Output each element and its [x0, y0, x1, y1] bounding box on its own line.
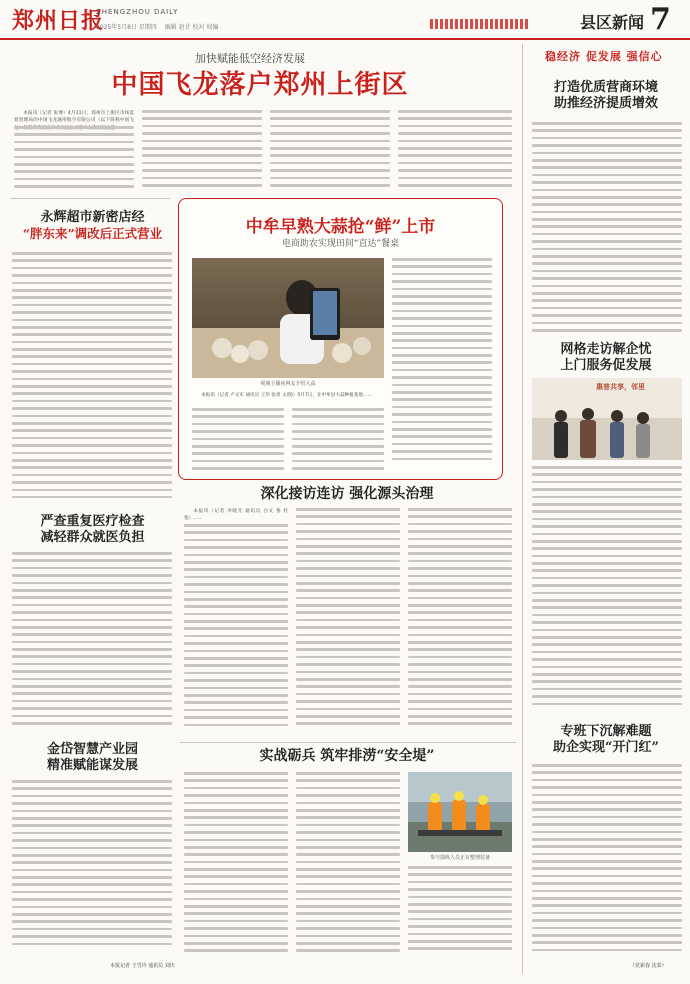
- safety-col1-text: [184, 772, 288, 960]
- issue-date: 2025年5月8日 星期四: [96, 24, 157, 31]
- newspaper-logo-en: ZHENGZHOU DAILY: [96, 8, 179, 16]
- interview-byline-text: 本报讯（记者 李晓光 通讯员 白文 鲁 杜 张）……: [184, 509, 288, 522]
- masthead: [0, 0, 690, 40]
- page-number: 7: [650, 2, 671, 37]
- main-col3-text: [270, 110, 390, 194]
- section-name: 县区新闻: [580, 13, 645, 32]
- safety-col2-text: [296, 772, 400, 960]
- feature-photo: [192, 258, 384, 378]
- medical-text: [12, 552, 172, 730]
- supermarket-title-line1: 永辉超市新密店经: [40, 210, 145, 225]
- feature-col3-text: [392, 258, 492, 472]
- env-title-line2: 助推经济提质增效: [553, 95, 658, 111]
- issue-info: [96, 22, 224, 31]
- supermarket-text: [12, 252, 172, 504]
- main-col1-text: [14, 126, 134, 194]
- special-title-line2: 助企实现“开门红”: [553, 739, 659, 755]
- grid-photo-text: 惠普共享，邻里: [596, 383, 645, 391]
- grid-title-line2: 上门服务促发展: [560, 357, 652, 373]
- gold-text: [12, 780, 172, 956]
- feature-byline-text: 本报讯（记者 卢文军 通讯员 王华 张勇 文/图）5月7日，在中牟县大蒜种植基地……: [201, 393, 373, 398]
- footer-author: （党新春 沈泰）: [630, 963, 667, 969]
- medical-title-line2: 减轻群众就医负担: [40, 529, 145, 545]
- main-col2-text: [142, 110, 262, 194]
- interview-col2-text: [296, 508, 400, 736]
- safety-caption: 参与演练人员正在整理装备: [429, 855, 490, 861]
- newspaper-logo: 郑州日报: [12, 8, 105, 34]
- gold-title-line2: 精准赋能谋发展: [46, 757, 138, 773]
- feature-col2-text: [292, 408, 384, 472]
- special-title-line1: 专班下沉解难题: [560, 724, 652, 739]
- grid-title-line1: 网格走访解企忧: [560, 342, 652, 357]
- gold-title-line1: 金岱智慧产业园: [46, 742, 138, 757]
- column-divider: [522, 44, 523, 974]
- special-text: [532, 764, 682, 958]
- feature-title: 中牟早熟大蒜抢“鲜”上市: [245, 217, 436, 237]
- main-lead-text: 本报讯（记者 张博）4月11日，郑州市上街区市场监督管理局的中国飞龙通用航空有限公司（以下简称中国飞: [14, 111, 134, 124]
- grid-text: [532, 466, 682, 716]
- medical-title: [10, 514, 175, 545]
- grid-title: [530, 342, 682, 373]
- gold-credit: 本报记者 王雪玲 通讯员 刘庆: [110, 963, 175, 969]
- grid-photo: [532, 378, 682, 460]
- interview-col3-text: [408, 508, 512, 736]
- issue-editor: 编辑 赵甘 校对 权编: [164, 24, 219, 31]
- safety-title: 实战砺兵 筑牢排涝“安全堤”: [259, 748, 435, 764]
- divider: [180, 742, 516, 743]
- medical-title-line1: 严查重复医疗检查: [40, 514, 145, 529]
- main-headline: 中国飞龙落户郑州上街区: [111, 70, 409, 100]
- main-kicker: 加快赋能低空经济发展: [195, 52, 305, 65]
- interview-title: 深化接访连访 强化源头治理: [260, 486, 434, 502]
- supermarket-title: [10, 210, 175, 241]
- feature-col1-text: [192, 408, 284, 472]
- feature-caption: 视频主播向网友介绍大蒜: [260, 381, 316, 387]
- divider: [10, 198, 170, 199]
- supermarket-title-line2: “胖东来”调改后正式营业: [22, 225, 163, 241]
- safety-col3-text: [408, 866, 512, 960]
- env-text: [532, 122, 682, 336]
- interview-col1-text: [184, 524, 288, 736]
- safety-photo: [408, 772, 512, 852]
- main-col4-text: [398, 110, 512, 194]
- header-decoration-icon: [430, 14, 530, 28]
- gold-title: [10, 742, 175, 773]
- special-title: [530, 724, 682, 755]
- feature-subtitle: 电商助农实现田间“直达”餐桌: [281, 239, 400, 249]
- env-title: [530, 80, 682, 111]
- slogan: 稳经济 促发展 强信心: [545, 50, 663, 63]
- env-title-line1: 打造优质营商环境: [553, 80, 658, 95]
